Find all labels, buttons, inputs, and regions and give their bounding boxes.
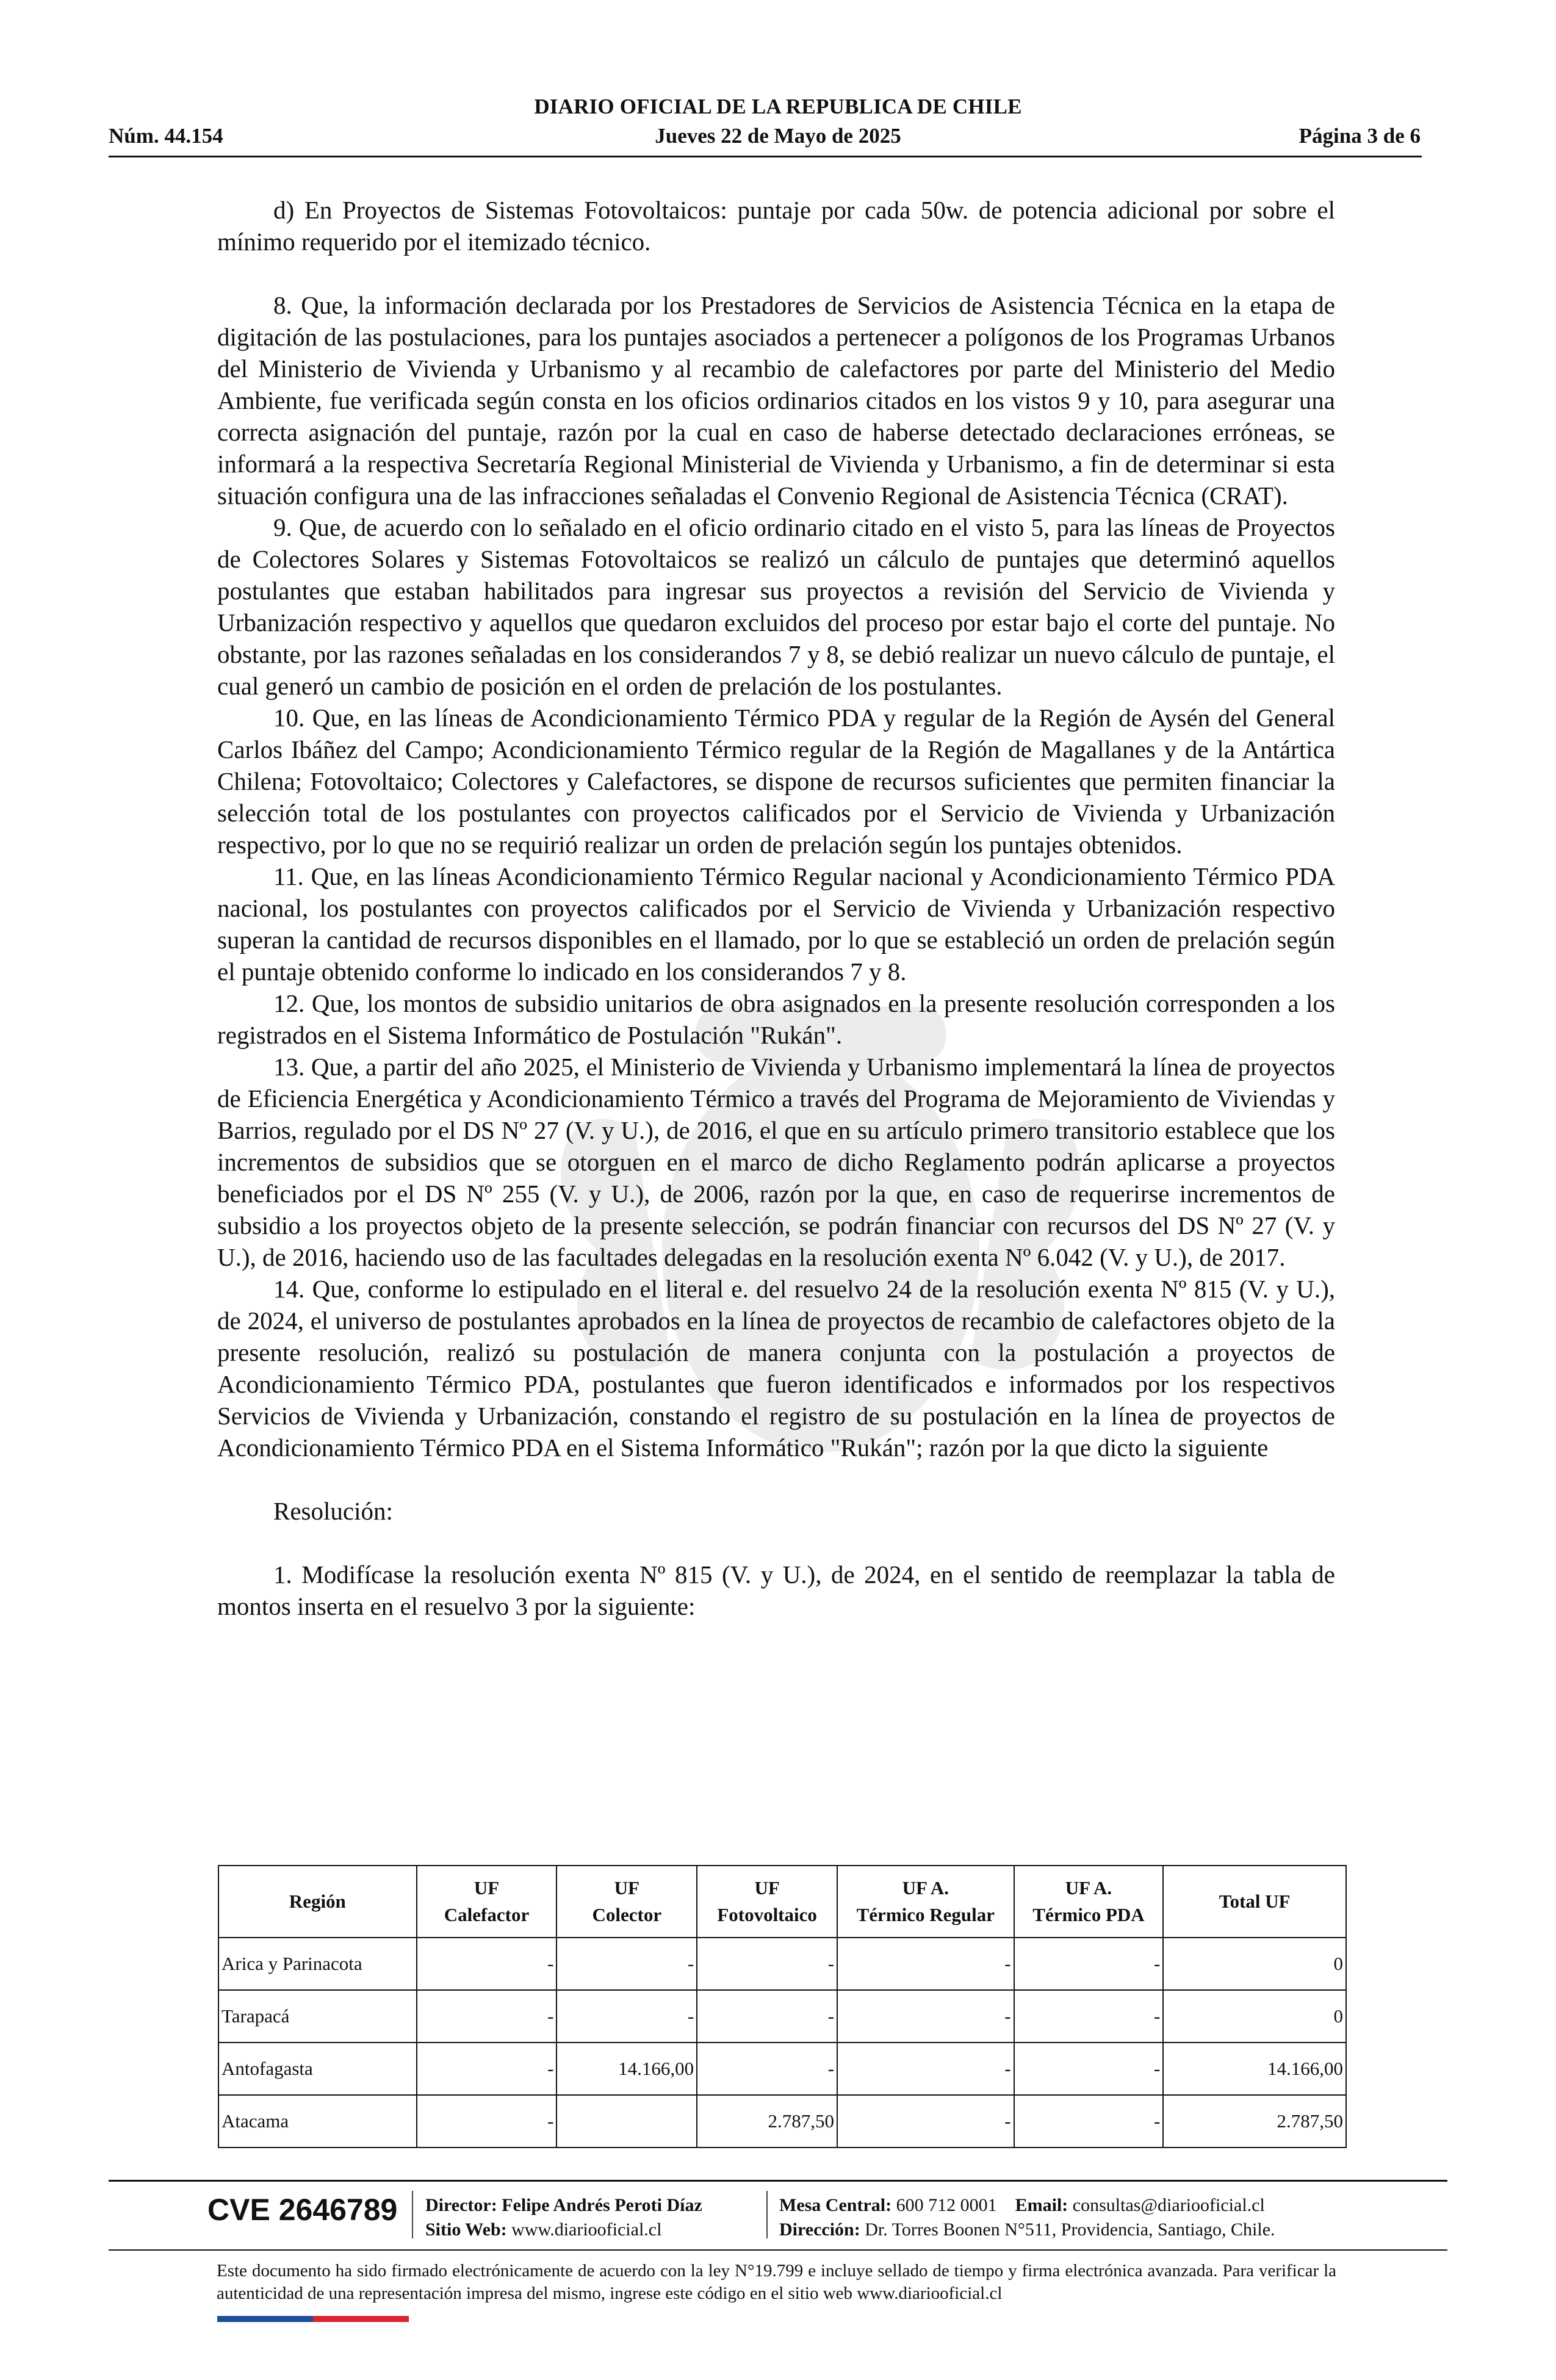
document-body <box>217 194 1335 1622</box>
header-colector: UF Colector <box>556 1866 697 1938</box>
director-name: Felipe Andrés Peroti Díaz <box>502 2195 702 2215</box>
header-total: Total UF <box>1163 1866 1346 1938</box>
paragraph-9: 9. Que, de acuerdo con lo señalado en el oficio ordinario citado en el visto 5, para las líneas de Proyectos de Colectores Solares y Sistemas Fotovoltaicos se realizó un cálculo de puntajes que determinó aquellos postulantes que estaban habilitados para ingresar sus proyectos a revisión del Servicio de Vivienda y Urbanización respectivo y aquellos que quedaron excluidos del proceso por estar bajo el corte del puntaje. No obstante, por las razones señaladas en los considerandos 7 y 8, se debió realizar un nuevo cálculo de puntaje, el cual generó un cambio de posición en el orden de prelación de los postulantes. <box>217 513 1335 700</box>
cell-value: - <box>1014 2043 1164 2095</box>
header-divider <box>109 156 1422 157</box>
table-header-row <box>218 1866 1346 1938</box>
paragraph-11: 11. Que, en las líneas Acondicionamiento Térmico Regular nacional y Acondicionamiento Térmico PDA nacional, los postulantes con proyectos calificados por el Servicio de Vivienda y Urbanización respectivo superan la cantidad de recursos disponibles en el llamado, por lo que se estableció un orden de prelación según el puntaje obtenido conforme lo indicado en los considerandos 7 y 8. <box>217 862 1335 986</box>
cell-total: 0 <box>1163 1938 1346 1990</box>
address-label: Dirección: <box>779 2220 860 2240</box>
cell-value: - <box>417 2095 557 2147</box>
cve-code: CVE 2646789 <box>207 2193 398 2227</box>
footer-divider <box>109 2180 1447 2182</box>
paragraph-d: d) En Proyectos de Sistemas Fotovoltaicos: puntaje por cada 50w. de potencia adicional por sobre el mínimo requerido por el itemizado técnico. <box>217 196 1335 256</box>
email-link[interactable]: consultas@diariooficial.cl <box>1072 2195 1265 2215</box>
cell-value: - <box>417 1938 557 1990</box>
cell-region: Arica y Parinacota <box>218 1938 417 1990</box>
cell-value: 14.166,00 <box>556 2043 697 2095</box>
cell-value: - <box>1014 2095 1164 2147</box>
footer-director-block <box>425 2193 702 2242</box>
cell-value: - <box>556 1990 697 2043</box>
cell-value: - <box>417 2043 557 2095</box>
header-calefactor: UF Calefactor <box>417 1866 557 1938</box>
footer-separator <box>412 2191 413 2238</box>
cell-total: 2.787,50 <box>1163 2095 1346 2147</box>
publication-title: DIARIO OFICIAL DE LA REPUBLICA DE CHILE <box>534 95 1022 118</box>
paragraph-12: 12. Que, los montos de subsidio unitarios de obra asignados en la presente resolución corresponden a los registrados en el Sistema Informático de Postulación "Rukán". <box>217 989 1335 1049</box>
paragraph-14: 14. Que, conforme lo estipulado en el literal e. del resuelvo 24 de la resolución exenta Nº 815 (V. y U.), de 2024, el universo de postulantes aprobados en la línea de proyectos de recambio de calefactores objeto de la presente resolución, realizó su postulación de manera conjunta con la postulación a proyectos de Acondicionamiento Térmico PDA, postulantes que fueron identificados e informados por los respectivos Servicios de Vivienda y Urbanización, constando el registro de su postulación en la línea de proyectos de Acondicionamiento Térmico PDA en el Sistema Informático "Rukán"; razón por la que dicto la siguiente <box>217 1275 1335 1462</box>
cell-value: - <box>837 1938 1014 1990</box>
table-row <box>218 1938 1346 1990</box>
cell-value: - <box>837 1990 1014 2043</box>
cell-total: 0 <box>1163 1990 1346 2043</box>
table-row <box>218 1990 1346 2043</box>
amounts-table <box>218 1865 1347 2148</box>
header-termico-pda: UF A. Térmico PDA <box>1014 1866 1164 1938</box>
signature-note: Este documento ha sido firmado electrónicamente de acuerdo con la ley N°19.799 e incluye sellado de tiempo y firma electrónica avanzada. Para verificar la autenticidad de una representación impresa del mismo, ingrese este código en el sitio web www.diariooficial.cl <box>217 2261 1336 2303</box>
site-label: Sitio Web: <box>425 2220 507 2240</box>
cell-region: Tarapacá <box>218 1990 417 2043</box>
cell-value: - <box>697 1990 837 2043</box>
footer-separator <box>766 2191 768 2238</box>
paragraph-8: 8. Que, la información declarada por los Prestadores de Servicios de Asistencia Técnica en la etapa de digitación de las postulaciones, para los puntajes asociados a pertenecer a polígonos de los Programas Urbanos del Ministerio de Vivienda y Urbanismo y al recambio de calefactores por parte del Ministerio del Medio Ambiente, fue verificada según consta en los oficios ordinarios citados en los vistos 9 y 10, para asegurar una correcta asignación del puntaje, razón por la cual en caso de haberse detectado declaraciones erróneas, se informará a la respectiva Secretaría Regional Ministerial de Vivienda y Urbanismo, a fin de determinar si esta situación configura una de las infracciones señaladas el Convenio Regional de Asistencia Técnica (CRAT). <box>217 291 1335 510</box>
cell-region: Antofagasta <box>218 2043 417 2095</box>
page-indicator: Página 3 de 6 <box>1298 124 1421 148</box>
mesa-phone: 600 712 0001 <box>896 2195 997 2215</box>
publication-date: Jueves 22 de Mayo de 2025 <box>655 124 901 148</box>
cell-value: - <box>697 1938 837 1990</box>
mesa-label: Mesa Central: <box>779 2195 892 2215</box>
cell-value: - <box>417 1990 557 2043</box>
header-termico-regular: UF A. Térmico Regular <box>837 1866 1014 1938</box>
cell-value: - <box>697 2043 837 2095</box>
email-label: Email: <box>1015 2195 1068 2215</box>
table-row <box>218 2043 1346 2095</box>
cell-value: - <box>837 2043 1014 2095</box>
cell-value: - <box>1014 1938 1164 1990</box>
footer-divider-2 <box>109 2249 1447 2251</box>
resolution-item-1: 1. Modifícase la resolución exenta Nº 815 (V. y U.), de 2024, en el sentido de reemplazar la tabla de montos inserta en el resuelvo 3 por la siguiente: <box>217 1560 1335 1620</box>
cell-value: - <box>556 1938 697 1990</box>
cell-value: 2.787,50 <box>697 2095 837 2147</box>
resolution-heading: Resolución: <box>273 1497 393 1525</box>
footer-contact-block <box>779 2193 1275 2242</box>
header-region: Región <box>218 1866 417 1938</box>
issue-number: Núm. 44.154 <box>109 124 223 148</box>
table-row <box>218 2095 1346 2147</box>
cell-value: - <box>837 2095 1014 2147</box>
site-link[interactable]: www.diariooficial.cl <box>511 2220 662 2240</box>
director-label: Director: <box>425 2195 497 2215</box>
header-fotovoltaico: UF Fotovoltaico <box>697 1866 837 1938</box>
paragraph-10: 10. Que, en las líneas de Acondicionamiento Térmico PDA y regular de la Región de Aysén del General Carlos Ibáñez del Campo; Acondicionamiento Térmico regular de la Región de Magallanes y de la Antártica Chilena; Fotovoltaico; Colectores y Calefactores, se dispone de recursos suficientes que permiten financiar la selección total de los postulantes con proyectos calificados por el Servicio de Vivienda y Urbanización respectivo, por lo que no se requirió realizar un orden de prelación según los puntajes obtenidos. <box>217 704 1335 859</box>
cell-value <box>556 2095 697 2147</box>
cell-region: Atacama <box>218 2095 417 2147</box>
address-text: Dr. Torres Boonen N°511, Providencia, Santiago, Chile. <box>865 2220 1275 2240</box>
cell-total: 14.166,00 <box>1163 2043 1346 2095</box>
paragraph-13: 13. Que, a partir del año 2025, el Ministerio de Vivienda y Urbanismo implementará la línea de proyectos de Eficiencia Energética y Acondicionamiento Térmico a través del Programa de Mejoramiento de Viviendas y Barrios, regulado por el DS Nº 27 (V. y U.), de 2016, el que en su artículo primero transitorio establece que los incrementos de subsidios que se otorguen en el marco de dicho Reglamento podrán aplicarse a proyectos beneficiados por el DS Nº 255 (V. y U.), de 2006, razón por la que, en caso de requerirse incrementos de subsidio a los proyectos objeto de la presente selección, se podrán financiar con recursos del DS Nº 27 (V. y U.), de 2016, haciendo uso de las facultades delegadas en la resolución exenta Nº 6.042 (V. y U.), de 2017. <box>217 1053 1335 1271</box>
cell-value: - <box>1014 1990 1164 2043</box>
